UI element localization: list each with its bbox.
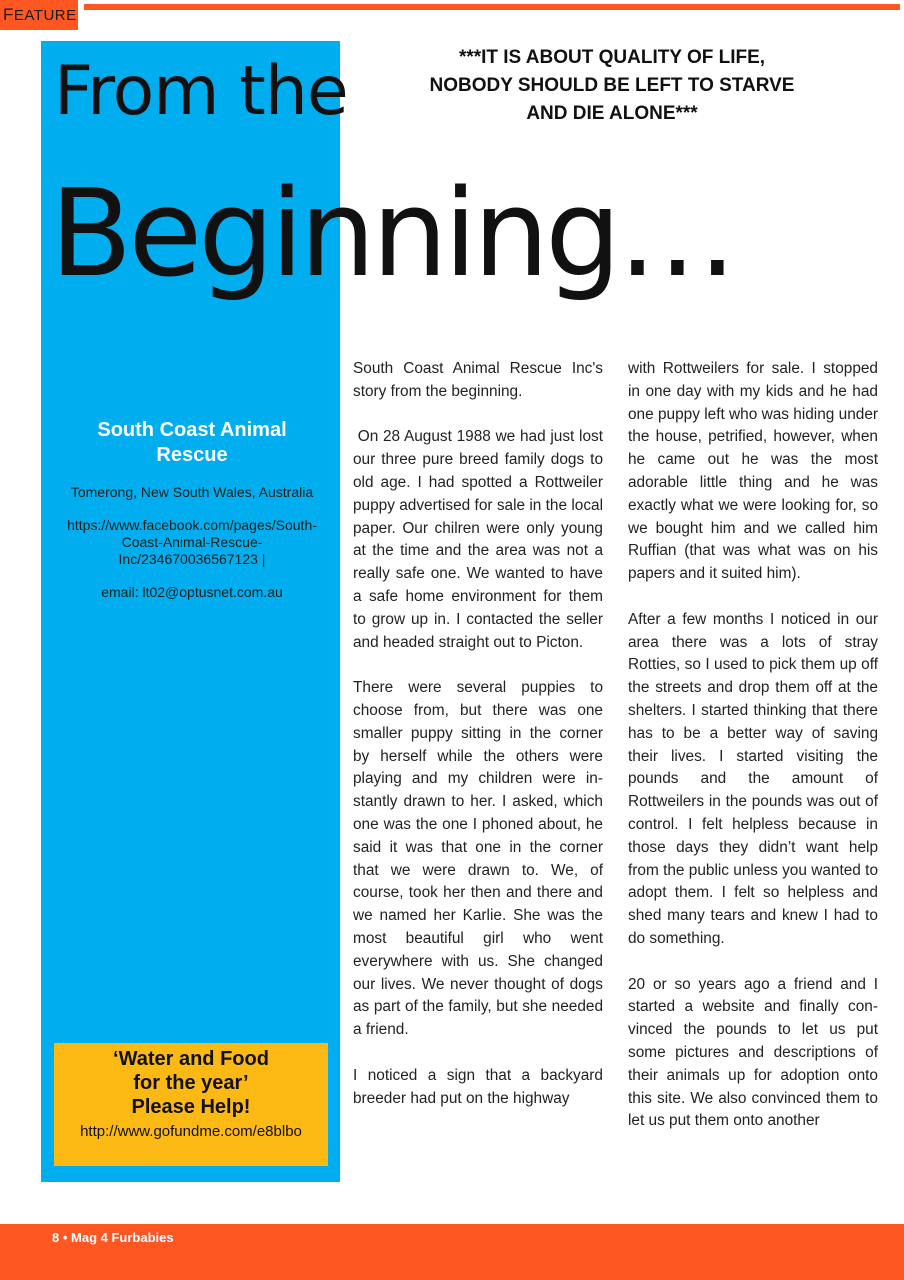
paragraph: After a few months I noticed in our area there was a lots of stray Rotties, so I used to pick them up off the streets and drop them off at the shelters. I started thinking that there has to be a better way of saving their lives. I started visiting the pounds and the amount of Rottweilers in the pounds was out of control. I felt helpless because in those days they didn’t want help from the public unless you wanted to adopt them. I felt so helpless and shed many tears and knew I had to do something.: [628, 610, 878, 947]
org-facebook-link[interactable]: https://www.facebook.com/pages/South-Coast-Animal-Rescue-Inc/234670036567123 |: [67, 517, 317, 567]
pull-quote: ***IT IS ABOUT QUALITY OF LIFE, NOBODY SHOULD BE LEFT TO STARVE AND DIE ALONE***: [429, 47, 795, 124]
footer-page-info: 8 • Mag 4 Furbabies: [52, 1230, 174, 1245]
title-line-1: From the: [54, 52, 348, 131]
paragraph: with Rottweilers for sale. I stopped in one day with my kids and he had one puppy left who was hiding under the house, petrified, however, when he came out he was the most adorable little thing and he was exactly what we were looking for, so we bought him and we called him Ruffian (that was what was on his papers and it suited him).: [628, 360, 878, 583]
org-location: Tomerong, New South Wales, Australia: [70, 484, 314, 500]
paragraph: I noticed a sign that a backyard breeder had put on the highway: [353, 1066, 603, 1107]
article-column-1: [353, 358, 603, 1110]
org-email[interactable]: email: lt02@optusnet.com.au: [101, 584, 283, 600]
article-column-2: [628, 358, 878, 1133]
title-line-2: Beginning…: [50, 165, 734, 304]
section-tag-initial: F: [3, 5, 14, 24]
paragraph: South Coast Animal Rescue Inc's story from the beginning.: [353, 360, 603, 400]
org-info: [60, 418, 324, 617]
paragraph: On 28 August 1988 we had just lost our three pure breed family dogs to old age. I had spotted a Rottweiler puppy advertised for sale in the local paper. Our chilren were only young at the time and the area was not a really safe one. We wanted to have a safe home environment for them to grow up in. I contacted the seller and headed straight out to Picton.: [353, 428, 603, 651]
top-rule: [84, 4, 900, 10]
donate-title: ‘Water and Food for the year’ Please Help!: [113, 1048, 269, 1118]
paragraph: There were several puppies to choose from, but there was one smaller puppy sitting in the corner by herself while the others were playing and my children were instantly drawn to her. I asked, which one was the one I phoned about, he said it was that one in the corner that we were drawn to. We, of course, took her then and there and we named her Karlie. She was the most beautiful girl who went everywhere with us. She changed our lives. We never thought of dogs as part of the family, but she needed a friend.: [353, 679, 603, 1039]
org-name: South Coast Animal Rescue: [97, 419, 287, 466]
donate-link[interactable]: http://www.gofundme.com/e8blbo: [80, 1123, 302, 1140]
section-tag-rest: EATURE: [13, 7, 77, 24]
paragraph: 20 or so years ago a friend and I started a website and finally convinced the pounds to let us put some pictures and descriptions of their animals up for adoption onto this site. We also convinced them to let us put them onto another: [628, 975, 878, 1130]
donate-box: [54, 1043, 328, 1166]
section-tag: [0, 0, 78, 30]
